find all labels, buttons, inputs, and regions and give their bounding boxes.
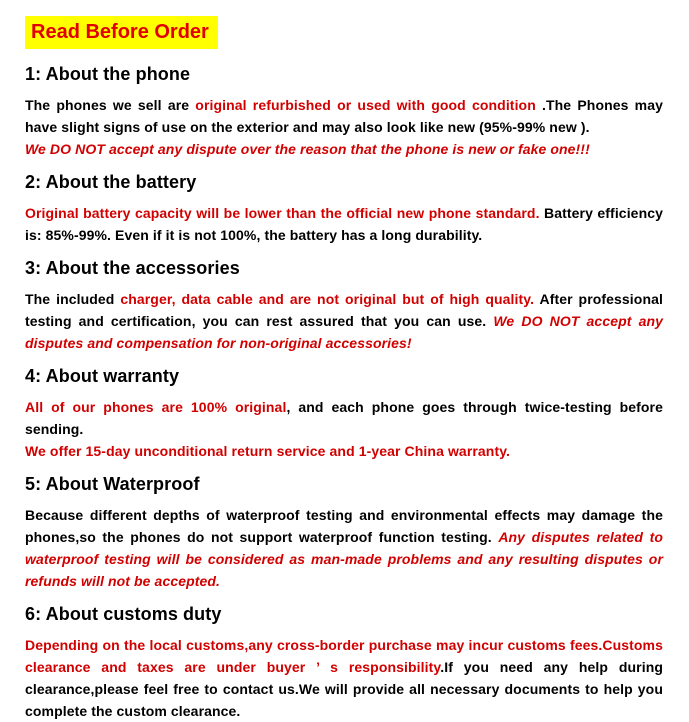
section-heading: 5: About Waterproof [25, 474, 200, 494]
section-heading: 6: About customs duty [25, 604, 222, 624]
section-heading: 1: About the phone [25, 64, 191, 84]
text-segment: The included [25, 291, 121, 307]
section-about-warranty [25, 365, 663, 462]
text-segment: Depending on the local customs,any cross-border purchase may incur customs fees.Customs clearance and taxes are under buyer ’ s responsibility [25, 637, 663, 675]
section-about-waterproof [25, 473, 663, 592]
paragraph [25, 634, 663, 722]
section-about-customs-duty [25, 603, 663, 722]
page-title: Read Before Order [25, 16, 218, 49]
text-segment: The phones we sell are [25, 97, 196, 113]
title-row [25, 16, 663, 49]
section-heading: 2: About the battery [25, 172, 197, 192]
paragraph [25, 396, 663, 440]
section-about-the-phone [25, 63, 663, 160]
text-segment: Because different depths of waterproof testing and environmental effects may damage the phones,so the phones do not support waterproof function testing. [25, 507, 663, 545]
section-heading: 4: About warranty [25, 366, 180, 386]
text-segment: We offer 15-day unconditional return service and 1-year China warranty. [25, 443, 511, 459]
text-segment: .The Phones may have slight signs of use on the exterior and may also look like new (95%-99% new ). [25, 97, 663, 135]
section-about-the-accessories [25, 257, 663, 354]
paragraph [25, 440, 663, 462]
text-segment: .If you need any help during clearance,please feel free to contact us.We will provide all necessary documents to help you complete the custom clearance. [25, 659, 663, 719]
text-segment: After professional testing and certification, you can rest assured that you can use. [25, 291, 663, 329]
text-segment: , and each phone goes through twice-testing before sending. [25, 399, 663, 437]
text-segment: Original battery capacity will be lower than the official new phone standard. [25, 205, 540, 221]
text-segment: We DO NOT accept any dispute over the reason that the phone is new or fake one!!! [25, 141, 590, 157]
section-about-the-battery [25, 171, 663, 246]
section-heading: 3: About the accessories [25, 258, 240, 278]
text-segment: All of our phones are 100% original [25, 399, 287, 415]
paragraph [25, 94, 663, 138]
text-segment: charger, data cable and are not original but of high quality. [120, 291, 535, 307]
sections-container [25, 63, 663, 722]
paragraph [25, 504, 663, 592]
text-segment: We DO NOT accept any disputes and compensation for non-original accessories! [25, 313, 663, 351]
text-segment: Any disputes related to waterproof testing will be considered as man-made problems and any resulting disputes or refunds will not be accepted. [25, 529, 663, 589]
paragraph [25, 138, 663, 160]
text-segment: original refurbished or used with good condition [195, 97, 543, 113]
paragraph [25, 288, 663, 354]
paragraph [25, 202, 663, 246]
text-segment: Battery efficiency is: 85%-99%. Even if it is not 100%, the battery has a long durability. [25, 205, 663, 243]
